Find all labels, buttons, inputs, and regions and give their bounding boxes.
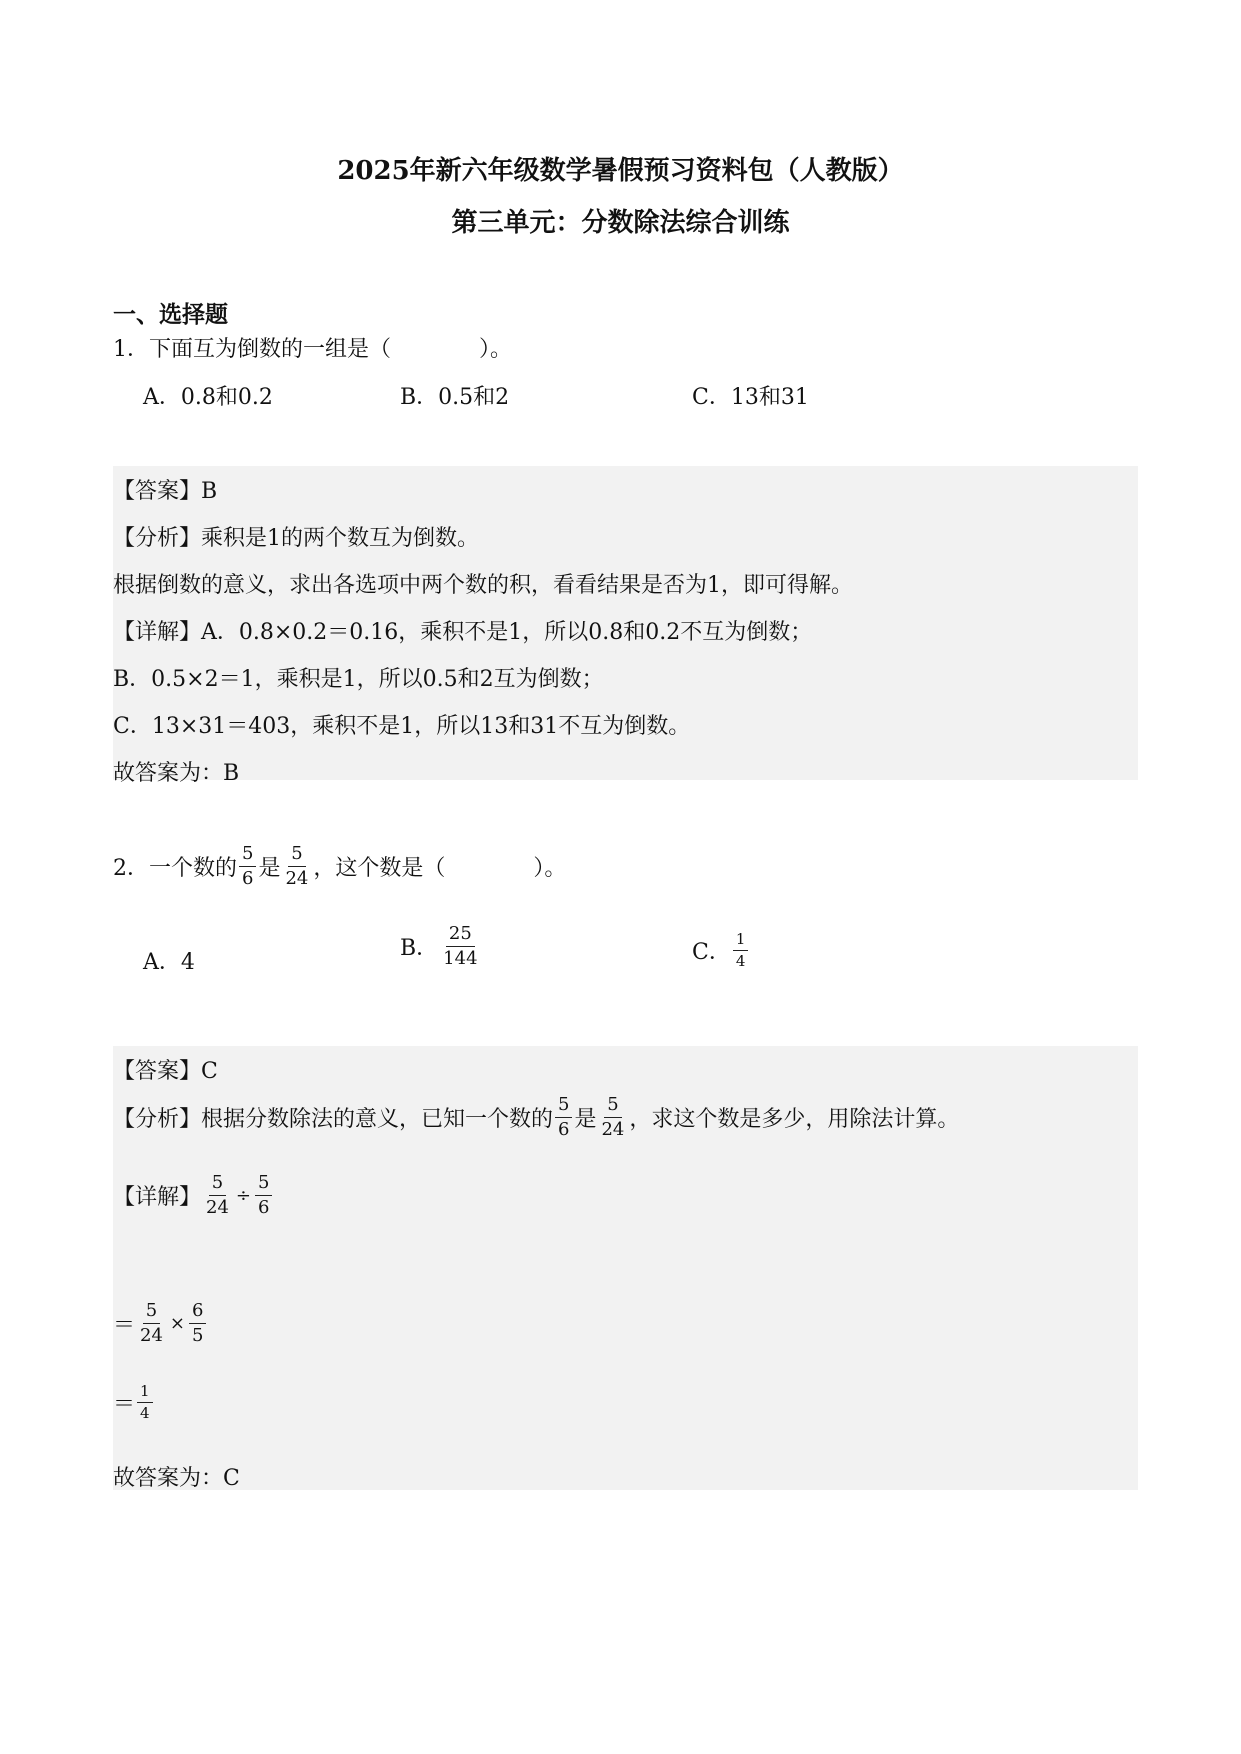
step1-fraction-5-6 (255, 1174, 272, 1217)
q1-detail-b: B．0.5×2＝1，乘积是1，所以0.5和2互为倒数； (113, 667, 604, 692)
analysis-prefix: 【分析】根据分数除法的意义，已知一个数的 (113, 1107, 554, 1132)
fraction-denominator: 24 (285, 868, 309, 889)
q2-detail-step3 (113, 1384, 155, 1421)
option-fraction (733, 932, 749, 969)
step1-fraction-5-24 (203, 1174, 232, 1217)
q2-answer: 【答案】C (113, 1059, 218, 1084)
equals-sign: ＝ (113, 1392, 136, 1417)
step3-fraction-1-4 (137, 1384, 153, 1421)
q2-option-b (400, 925, 483, 968)
question-2-stem (113, 845, 566, 888)
fraction-denominator: 24 (601, 1119, 625, 1140)
analysis-mid: 是 (574, 1107, 597, 1132)
fraction-numerator: 6 (189, 1302, 206, 1324)
q1-answer-box (113, 466, 1138, 786)
q2-fraction-5-6 (239, 845, 256, 888)
q2-stem-suffix: ，这个数是（ ）。 (313, 856, 567, 881)
equals-sign: ＝ (113, 1313, 136, 1338)
fraction-denominator: 6 (558, 1119, 570, 1140)
q1-analysis-detail: 根据倒数的意义，求出各选项中两个数的积，看看结果是否为1，即可得解。 (113, 573, 853, 598)
fraction-denominator: 24 (140, 1325, 163, 1346)
divide-operator: ÷ (235, 1185, 252, 1206)
fraction-denominator: 5 (192, 1325, 204, 1346)
fraction-numerator: 5 (288, 845, 305, 867)
step2-fraction-5-24 (137, 1302, 166, 1345)
page-subtitle: 第三单元：分数除法综合训练 (451, 208, 790, 238)
fraction-numerator: 1 (137, 1384, 153, 1403)
option-label: B． (400, 936, 439, 961)
q2-stem-mid: 是 (258, 856, 281, 881)
fraction-numerator: 5 (239, 845, 256, 867)
q1-option-c: C．13和31 (692, 385, 809, 410)
fraction-numerator: 5 (255, 1174, 272, 1196)
q1-conclusion: 故答案为：B (113, 761, 240, 786)
section-heading: 一、选择题 (113, 301, 228, 328)
fraction-numerator: 1 (733, 932, 749, 951)
analysis-fraction-5-6 (555, 1096, 572, 1139)
page-title: 2025年新六年级数学暑假预习资料包（人教版） (337, 156, 904, 186)
fraction-numerator: 5 (555, 1096, 572, 1118)
q2-conclusion: 故答案为：C (113, 1466, 240, 1491)
q2-fraction-5-24 (282, 845, 311, 888)
step2-fraction-6-5 (189, 1302, 206, 1345)
q1-analysis: 【分析】乘积是1的两个数互为倒数。 (113, 526, 479, 551)
q2-option-c (692, 932, 750, 969)
option-label: A． (143, 950, 181, 975)
fraction-denominator: 4 (140, 1404, 150, 1422)
q2-detail-step2 (113, 1302, 208, 1345)
question-1-stem: 1．下面互为倒数的一组是（ ）。 (113, 337, 512, 362)
q2-analysis (113, 1096, 959, 1139)
q1-detail-c: C．13×31＝403，乘积不是1，所以13和31不互为倒数。 (113, 714, 691, 739)
fraction-denominator: 24 (206, 1197, 229, 1218)
option-value: 4 (180, 950, 195, 975)
multiply-operator: × (169, 1313, 186, 1334)
fraction-denominator: 4 (735, 952, 746, 970)
fraction-denominator: 144 (443, 948, 478, 969)
q2-option-a (143, 945, 195, 976)
fraction-numerator: 5 (604, 1096, 621, 1118)
analysis-suffix: ，求这个数是多少，用除法计算。 (629, 1107, 960, 1132)
option-label: C． (692, 940, 731, 965)
q2-stem-prefix: 2．一个数的 (113, 856, 237, 881)
q1-detail-a: 【详解】A．0.8×0.2＝0.16，乘积不是1，所以0.8和0.2不互为倒数； (113, 620, 813, 645)
q1-option-a: A．0.8和0.2 (143, 385, 273, 410)
detail-label: 【详解】 (113, 1185, 202, 1210)
fraction-denominator: 6 (258, 1197, 270, 1218)
q1-option-b: B．0.5和2 (400, 385, 510, 410)
fraction-numerator: 5 (143, 1302, 160, 1324)
fraction-numerator: 25 (446, 925, 475, 947)
q2-detail-step1 (113, 1174, 274, 1217)
fraction-numerator: 5 (209, 1174, 226, 1196)
analysis-fraction-5-24 (598, 1096, 627, 1139)
option-fraction (440, 925, 480, 968)
fraction-denominator: 6 (242, 868, 254, 889)
q2-answer-box (113, 1046, 1138, 1490)
q1-answer: 【答案】B (113, 479, 218, 504)
